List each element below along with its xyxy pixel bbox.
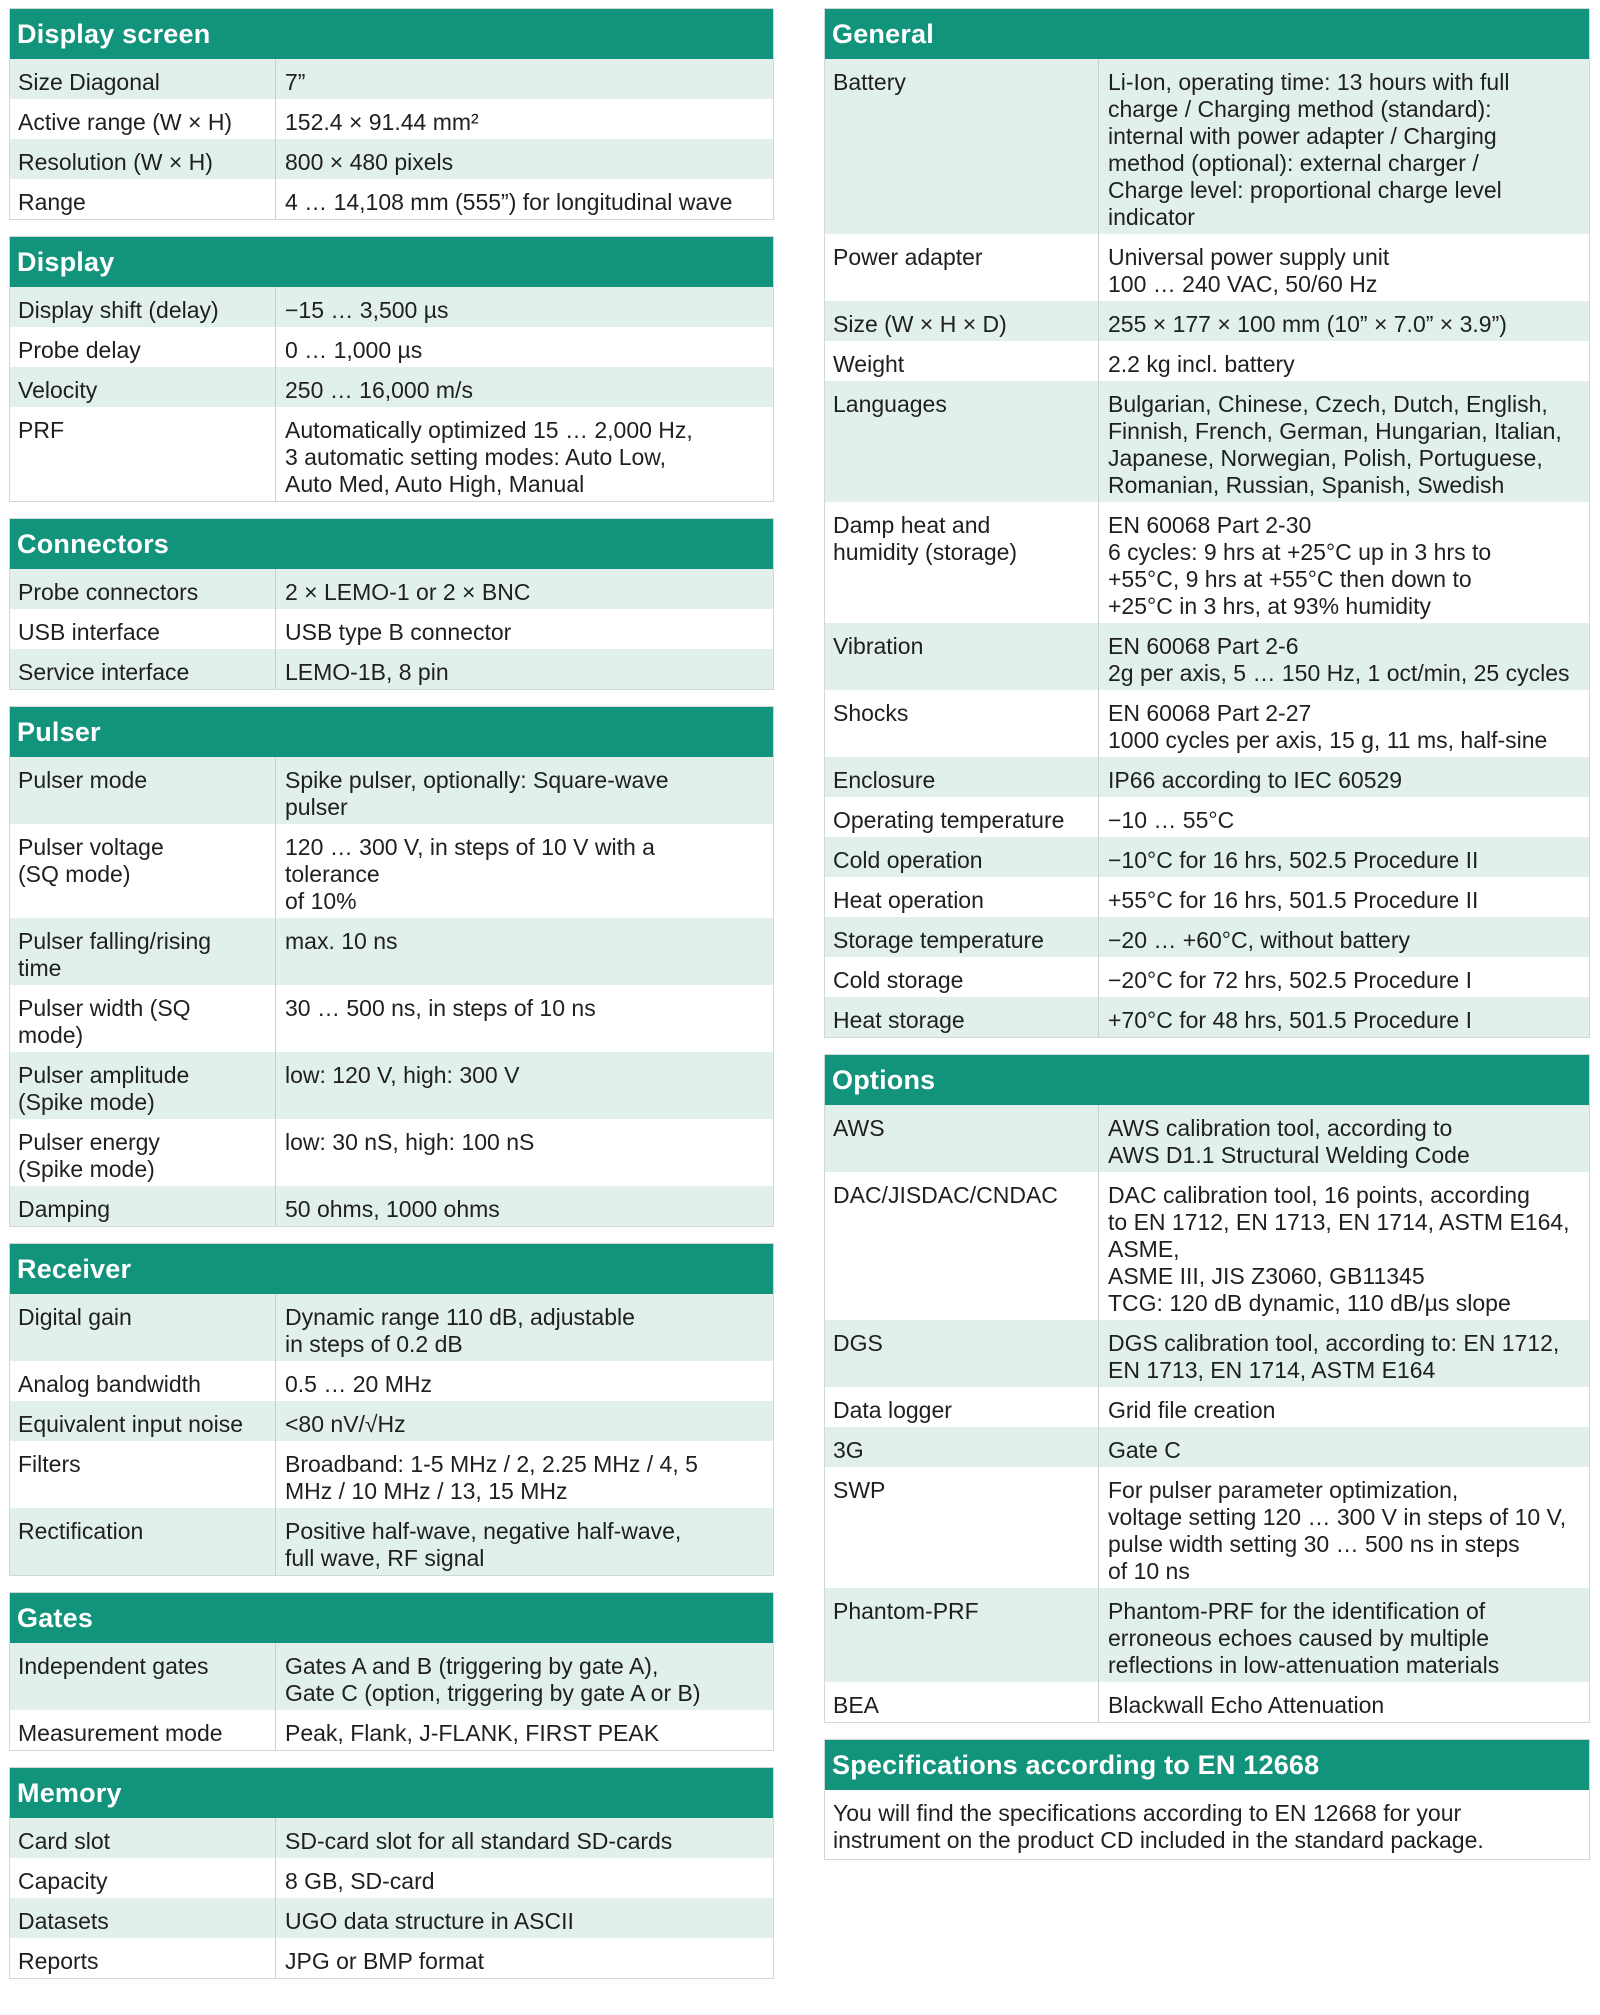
spec-value: DAC calibration tool, 16 points, according to EN 1712, EN 1713, EN 1714, ASTM E164, ASME, ASME III, JIS Z3060, GB11345 TCG: 120 dB dynamic, 110 dB/µs slope [1108, 1182, 1570, 1316]
spec-label: Shocks [825, 690, 1099, 757]
spec-value: EN 60068 Part 2-30 6 cycles: 9 hrs at +25°C up in 3 hrs to +55°C, 9 hrs at +55°C then down to +25°C in 3 hrs, at 93% humidity [1108, 512, 1492, 619]
spec-label: Heat storage [825, 997, 1099, 1037]
spec-value: +55°C for 16 hrs, 501.5 Procedure II [1108, 887, 1479, 913]
spec-label: Digital gain [10, 1294, 276, 1361]
section-specifications-according-to-en-12668 [824, 1739, 1590, 1860]
spec-label: Storage temperature [825, 917, 1099, 957]
spec-label: Pulser voltage (SQ mode) [10, 824, 276, 918]
spec-row [10, 569, 773, 609]
spec-label: Pulser width (SQ mode) [10, 985, 276, 1052]
spec-value: 152.4 × 91.44 mm² [285, 109, 479, 135]
spec-row [825, 623, 1589, 690]
spec-value: Phantom-PRF for the identification of erroneous echoes caused by multiple reflections in low-attenuation materials [1108, 1598, 1500, 1678]
spec-label: DAC/JISDAC/CNDAC [825, 1172, 1099, 1320]
spec-label: Battery [825, 59, 1099, 234]
spec-row [10, 179, 773, 219]
spec-label: Active range (W × H) [10, 99, 276, 139]
spec-table [10, 757, 773, 1226]
spec-row [10, 918, 773, 985]
spec-row [10, 1361, 773, 1401]
spec-row [825, 381, 1589, 502]
spec-row [825, 1172, 1589, 1320]
spec-row [10, 139, 773, 179]
left-column [9, 8, 774, 1995]
spec-label: USB interface [10, 609, 276, 649]
section-memory [9, 1767, 774, 1979]
spec-row [825, 957, 1589, 997]
spec-row [10, 1643, 773, 1710]
spec-label: Power adapter [825, 234, 1099, 301]
section-heading: Gates [10, 1593, 773, 1643]
spec-row [825, 234, 1589, 301]
spec-label: Service interface [10, 649, 276, 689]
spec-row [10, 1294, 773, 1361]
spec-label: Pulser mode [10, 757, 276, 824]
spec-label: DGS [825, 1320, 1099, 1387]
spec-row [825, 341, 1589, 381]
right-column [824, 8, 1590, 1876]
spec-value: 7” [285, 69, 306, 95]
spec-label: Vibration [825, 623, 1099, 690]
spec-value: Blackwall Echo Attenuation [1108, 1692, 1385, 1718]
spec-label: Pulser energy (Spike mode) [10, 1119, 276, 1186]
spec-label: Probe delay [10, 327, 276, 367]
spec-label: Operating temperature [825, 797, 1099, 837]
spec-value: UGO data structure in ASCII [285, 1908, 574, 1934]
spec-label: Data logger [825, 1387, 1099, 1427]
spec-row [10, 1938, 773, 1978]
spec-row [10, 1186, 773, 1226]
spec-value: Bulgarian, Chinese, Czech, Dutch, English, Finnish, French, German, Hungarian, Italian, Japanese, Norwegian, Polish, Portuguese, Romanian, Russian, Spanish, Swedish [1108, 391, 1562, 498]
section-receiver [9, 1243, 774, 1576]
spec-value: SD-card slot for all standard SD-cards [285, 1828, 673, 1854]
spec-row [825, 1588, 1589, 1682]
section-heading: Display [10, 237, 773, 287]
spec-label: SWP [825, 1467, 1099, 1588]
spec-label: PRF [10, 407, 276, 501]
spec-row [10, 985, 773, 1052]
spec-value: DGS calibration tool, according to: EN 1712, EN 1713, EN 1714, ASTM E164 [1108, 1330, 1560, 1383]
spec-table [825, 1105, 1589, 1722]
spec-label: Velocity [10, 367, 276, 407]
spec-row [825, 1427, 1589, 1467]
section-heading: Memory [10, 1768, 773, 1818]
spec-value: 255 × 177 × 100 mm (10” × 7.0” × 3.9”) [1108, 311, 1507, 337]
spec-label: Display shift (delay) [10, 287, 276, 327]
spec-row [825, 917, 1589, 957]
spec-row [10, 1052, 773, 1119]
spec-row [10, 59, 773, 99]
spec-value: USB type B connector [285, 619, 512, 645]
spec-label: BEA [825, 1682, 1099, 1722]
spec-value: LEMO-1B, 8 pin [285, 659, 449, 685]
spec-label: Probe connectors [10, 569, 276, 609]
spec-row [825, 59, 1589, 234]
spec-value: 800 × 480 pixels [285, 149, 454, 175]
spec-label: Cold operation [825, 837, 1099, 877]
spec-label: Languages [825, 381, 1099, 502]
spec-value: Grid file creation [1108, 1397, 1276, 1423]
section-heading: Specifications according to EN 12668 [825, 1740, 1589, 1790]
spec-value: 0.5 … 20 MHz [285, 1371, 432, 1397]
spec-row [825, 1467, 1589, 1588]
spec-value: −20 … +60°C, without battery [1108, 927, 1410, 953]
spec-label: Capacity [10, 1858, 276, 1898]
spec-value: Universal power supply unit 100 … 240 VAC, 50/60 Hz [1108, 244, 1390, 297]
spec-table [10, 1818, 773, 1978]
spec-value: 8 GB, SD-card [285, 1868, 435, 1894]
section-heading: Options [825, 1055, 1589, 1105]
spec-value: Positive half-wave, negative half-wave, full wave, RF signal [285, 1518, 682, 1571]
spec-row [10, 367, 773, 407]
spec-row [10, 1858, 773, 1898]
spec-label: Damp heat and humidity (storage) [825, 502, 1099, 623]
spec-row [10, 824, 773, 918]
spec-label: Reports [10, 1938, 276, 1978]
spec-label: Card slot [10, 1818, 276, 1858]
spec-table [10, 1294, 773, 1575]
spec-label: AWS [825, 1105, 1099, 1172]
spec-row [10, 1898, 773, 1938]
spec-value: −10 … 55°C [1108, 807, 1235, 833]
spec-label: Pulser falling/rising time [10, 918, 276, 985]
spec-value: Gates A and B (triggering by gate A), Gate C (option, triggering by gate A or B) [285, 1653, 701, 1706]
spec-table [10, 59, 773, 219]
spec-value: Spike pulser, optionally: Square-wave pulser [285, 767, 669, 820]
spec-label: Phantom-PRF [825, 1588, 1099, 1682]
spec-label: Damping [10, 1186, 276, 1226]
spec-row [825, 997, 1589, 1037]
spec-value: 250 … 16,000 m/s [285, 377, 473, 403]
section-heading: Receiver [10, 1244, 773, 1294]
spec-value: 120 … 300 V, in steps of 10 V with a tolerance of 10% [285, 834, 655, 914]
spec-value: 4 … 14,108 mm (555”) for longitudinal wave [285, 189, 733, 215]
spec-value: −10°C for 16 hrs, 502.5 Procedure II [1108, 847, 1479, 873]
section-display [9, 236, 774, 502]
spec-row [825, 1320, 1589, 1387]
section-general [824, 8, 1590, 1038]
section-display-screen [9, 8, 774, 220]
spec-value: Li-Ion, operating time: 13 hours with full charge / Charging method (standard): internal with power adapter / Charging method (optional): external charger / Charge level: proportional charge level indicator [1108, 69, 1510, 230]
spec-value: Broadband: 1-5 MHz / 2, 2.25 MHz / 4, 5 MHz / 10 MHz / 13, 15 MHz [285, 1451, 698, 1504]
spec-row [10, 757, 773, 824]
spec-label: Range [10, 179, 276, 219]
spec-label: Resolution (W × H) [10, 139, 276, 179]
spec-row [10, 1119, 773, 1186]
spec-value: IP66 according to IEC 60529 [1108, 767, 1403, 793]
spec-row [10, 99, 773, 139]
spec-row [10, 1401, 773, 1441]
spec-label: Datasets [10, 1898, 276, 1938]
section-options [824, 1054, 1590, 1723]
spec-label: Independent gates [10, 1643, 276, 1710]
spec-value: low: 120 V, high: 300 V [285, 1062, 520, 1088]
spec-table [10, 287, 773, 501]
spec-value: For pulser parameter optimization, voltage setting 120 … 300 V in steps of 10 V, pulse width setting 30 … 500 ns in steps of 10 ns [1108, 1477, 1567, 1584]
spec-row [10, 1441, 773, 1508]
spec-value: 30 … 500 ns, in steps of 10 ns [285, 995, 596, 1021]
section-pulser [9, 706, 774, 1227]
spec-label: Size Diagonal [10, 59, 276, 99]
spec-label: Analog bandwidth [10, 1361, 276, 1401]
spec-value: Automatically optimized 15 … 2,000 Hz, 3 automatic setting modes: Auto Low, Auto Med, Auto High, Manual [285, 417, 693, 497]
spec-row [10, 609, 773, 649]
spec-value: 2.2 kg incl. battery [1108, 351, 1295, 377]
spec-value: −20°C for 72 hrs, 502.5 Procedure I [1108, 967, 1472, 993]
section-heading: Connectors [10, 519, 773, 569]
spec-row [10, 1818, 773, 1858]
spec-table [10, 569, 773, 689]
section-heading: Display screen [10, 9, 773, 59]
spec-label: Enclosure [825, 757, 1099, 797]
spec-row [825, 877, 1589, 917]
section-heading: General [825, 9, 1589, 59]
section-connectors [9, 518, 774, 690]
spec-value: 50 ohms, 1000 ohms [285, 1196, 500, 1222]
spec-value: low: 30 nS, high: 100 nS [285, 1129, 535, 1155]
spec-row [825, 301, 1589, 341]
spec-label: Equivalent input noise [10, 1401, 276, 1441]
spec-value: 0 … 1,000 µs [285, 337, 423, 363]
spec-table [825, 59, 1589, 1037]
spec-row [825, 757, 1589, 797]
section-note: You will find the specifications according to EN 12668 for your instrument on the product CD included in the standard package. [833, 1800, 1484, 1853]
spec-label: Cold storage [825, 957, 1099, 997]
spec-row [825, 502, 1589, 623]
spec-label: Heat operation [825, 877, 1099, 917]
spec-row [10, 649, 773, 689]
spec-value: EN 60068 Part 2-6 2g per axis, 5 … 150 Hz, 1 oct/min, 25 cycles [1108, 633, 1570, 686]
spec-row [825, 837, 1589, 877]
spec-row [10, 1710, 773, 1750]
spec-row [825, 690, 1589, 757]
spec-value: 2 × LEMO-1 or 2 × BNC [285, 579, 531, 605]
spec-value: EN 60068 Part 2-27 1000 cycles per axis, 15 g, 11 ms, half-sine [1108, 700, 1548, 753]
spec-value: Dynamic range 110 dB, adjustable in steps of 0.2 dB [285, 1304, 635, 1357]
spec-value: +70°C for 48 hrs, 501.5 Procedure I [1108, 1007, 1472, 1033]
spec-label: Filters [10, 1441, 276, 1508]
spec-row [825, 1682, 1589, 1722]
spec-label: Rectification [10, 1508, 276, 1575]
spec-row [10, 407, 773, 501]
spec-table [10, 1643, 773, 1750]
spec-value: JPG or BMP format [285, 1948, 484, 1974]
spec-label: 3G [825, 1427, 1099, 1467]
section-gates [9, 1592, 774, 1751]
spec-label: Measurement mode [10, 1710, 276, 1750]
spec-row [10, 287, 773, 327]
spec-label: Size (W × H × D) [825, 301, 1099, 341]
spec-value: <80 nV/√Hz [285, 1411, 406, 1437]
spec-value: −15 … 3,500 µs [285, 297, 449, 323]
spec-value: max. 10 ns [285, 928, 398, 954]
spec-row [10, 327, 773, 367]
section-heading: Pulser [10, 707, 773, 757]
spec-value: AWS calibration tool, according to AWS D1.1 Structural Welding Code [1108, 1115, 1470, 1168]
spec-value: Peak, Flank, J-FLANK, FIRST PEAK [285, 1720, 660, 1746]
spec-row [10, 1508, 773, 1575]
spec-row [825, 1387, 1589, 1427]
spec-label: Weight [825, 341, 1099, 381]
spec-label: Pulser amplitude (Spike mode) [10, 1052, 276, 1119]
spec-value: Gate C [1108, 1437, 1181, 1463]
spec-row [825, 797, 1589, 837]
spec-row [825, 1105, 1589, 1172]
